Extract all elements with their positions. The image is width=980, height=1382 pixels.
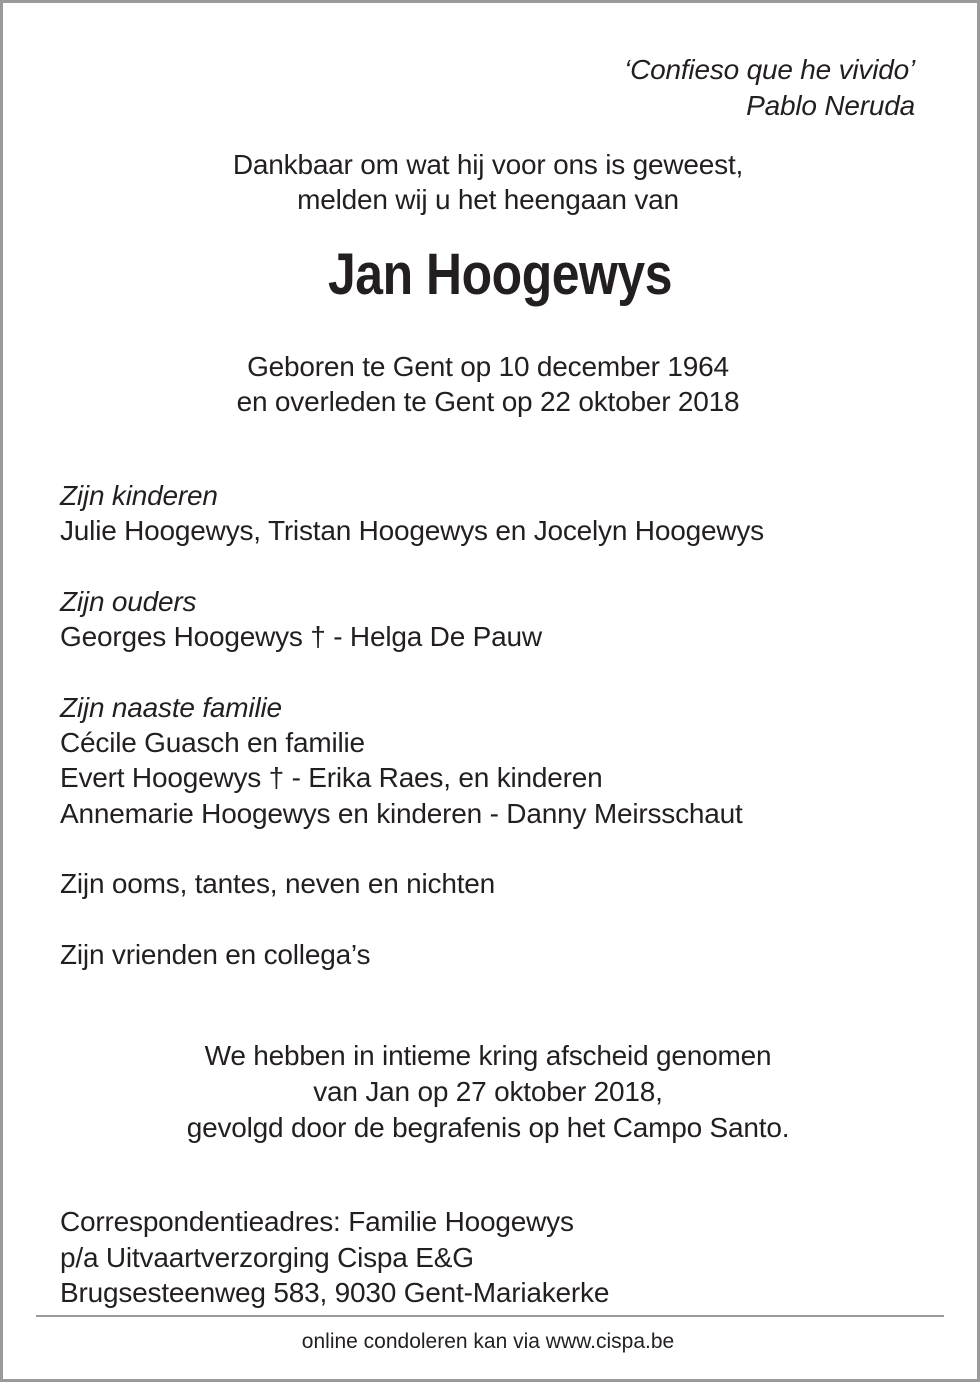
address-line: Correspondentieadres: Familie Hoogewys [60,1206,574,1237]
relatives-line: Zijn ooms, tantes, neven en nichten [60,868,496,899]
close-family-line: Annemarie Hoogewys en kinderen - Danny Meirsschaut [60,798,743,829]
footer-condolence-text: online condoleren kan via www.cispa.be [301,1330,675,1353]
footer-divider [36,1315,944,1317]
children-names: Julie Hoogewys, Tristan Hoogewys en Jocelyn Hoogewys [60,515,764,546]
parents-heading: Zijn ouders [60,586,197,617]
children-heading: Zijn kinderen [60,480,218,511]
farewell-line: We hebben in intieme kring afscheid genomen [204,1040,772,1071]
farewell-line: gevolgd door de begrafenis op het Campo Santo. [186,1112,790,1143]
deceased-name: Jan Hoogewys [327,242,673,307]
close-family-heading: Zijn naaste familie [60,692,282,723]
death-line: en overleden te Gent op 22 oktober 2018 [236,386,740,417]
parents-names: Georges Hoogewys † - Helga De Pauw [60,621,542,652]
quote-text: ‘Confieso que he vivido’ [624,54,915,85]
friends-line: Zijn vrienden en collega’s [60,939,371,970]
close-family-line: Evert Hoogewys † - Erika Raes, en kinderen [60,762,603,793]
farewell-line: van Jan op 27 oktober 2018, [313,1076,663,1107]
address-line: Brugsesteenweg 583, 9030 Gent-Mariakerke [60,1277,610,1308]
intro-line-2: melden wij u het heengaan van [297,184,679,215]
address-line: p/a Uitvaartverzorging Cispa E&G [60,1242,474,1273]
birth-line: Geboren te Gent op 10 december 1964 [247,351,729,382]
quote-author: Pablo Neruda [746,90,915,121]
intro-line-1: Dankbaar om wat hij voor ons is geweest, [232,149,744,180]
close-family-line: Cécile Guasch en familie [60,727,365,758]
